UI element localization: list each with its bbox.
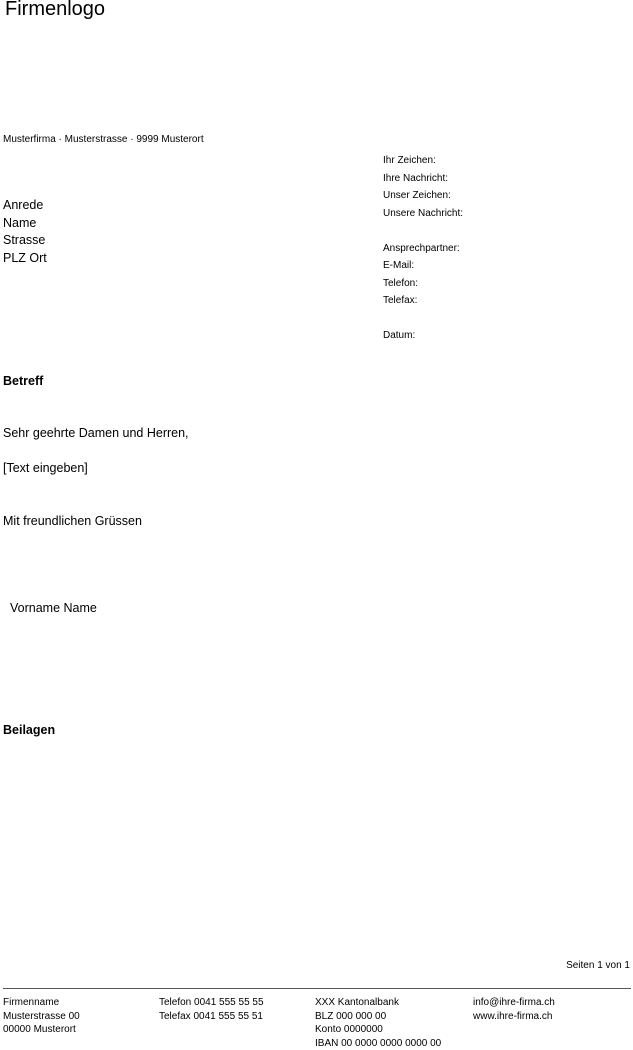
ref-spacer: [383, 310, 463, 328]
ref-unsere-nachricht: Unsere Nachricht:: [383, 207, 464, 219]
footer-contact-column: [473, 996, 555, 1023]
enclosures-heading: Beilagen: [3, 723, 56, 737]
footer-bank-name: XXX Kantonalbank: [315, 997, 399, 1008]
reference-block: [383, 152, 463, 345]
recipient-address-block: [3, 197, 47, 267]
company-logo-placeholder: Firmenlogo: [5, 0, 106, 20]
sender-address-line: Musterfirma · Musterstrasse · 9999 Musterort: [3, 134, 204, 145]
ref-unser-zeichen: Unser Zeichen:: [383, 190, 451, 201]
ref-telefon: Telefon:: [383, 277, 419, 289]
footer-bank-iban: IBAN 00 0000 0000 0000 00: [315, 1037, 442, 1049]
footer-phone-column: [159, 996, 264, 1023]
recipient-street: Strasse: [3, 233, 46, 247]
ref-email: E-Mail:: [383, 260, 415, 271]
letter-closing: Mit freundlichen Grüssen: [3, 514, 142, 528]
letter-body-text[interactable]: [Text eingeben]: [3, 461, 88, 475]
footer-company-city: 00000 Musterort: [3, 1024, 76, 1035]
letter-salutation: Sehr geehrte Damen und Herren,: [3, 426, 189, 440]
footer-fax: Telefax 0041 555 55 51: [159, 1010, 263, 1022]
ref-ihr-zeichen: Ihr Zeichen:: [383, 155, 436, 166]
ref-datum: Datum:: [383, 330, 416, 341]
footer-company-name: Firmenname: [3, 997, 60, 1008]
ref-telefax: Telefax:: [383, 295, 418, 306]
recipient-name: Name: [3, 215, 37, 230]
page-number: Seiten 1 von 1: [566, 960, 630, 971]
recipient-salutation: Anrede: [3, 198, 44, 212]
footer-bank-blz: BLZ 000 000 00: [315, 1010, 387, 1022]
footer-divider: [3, 988, 631, 989]
footer-company-column: [3, 996, 80, 1037]
signer-name: Vorname Name: [10, 601, 97, 615]
ref-ihre-nachricht: Ihre Nachricht:: [383, 172, 449, 184]
letter-subject: Betreff: [3, 374, 44, 388]
footer-website-link[interactable]: www.ihre-firma.ch: [473, 1010, 553, 1022]
footer-bank-account: Konto 0000000: [315, 1024, 383, 1035]
footer-bank-column: [315, 996, 441, 1050]
footer-phone: Telefon 0041 555 55 55: [159, 997, 264, 1008]
footer-email-link[interactable]: info@ihre-firma.ch: [473, 997, 555, 1008]
footer-company-street: Musterstrasse 00: [3, 1010, 80, 1022]
ref-ansprechpartner: Ansprechpartner:: [383, 242, 460, 254]
ref-spacer: [383, 222, 463, 240]
recipient-city: PLZ Ort: [3, 250, 47, 265]
